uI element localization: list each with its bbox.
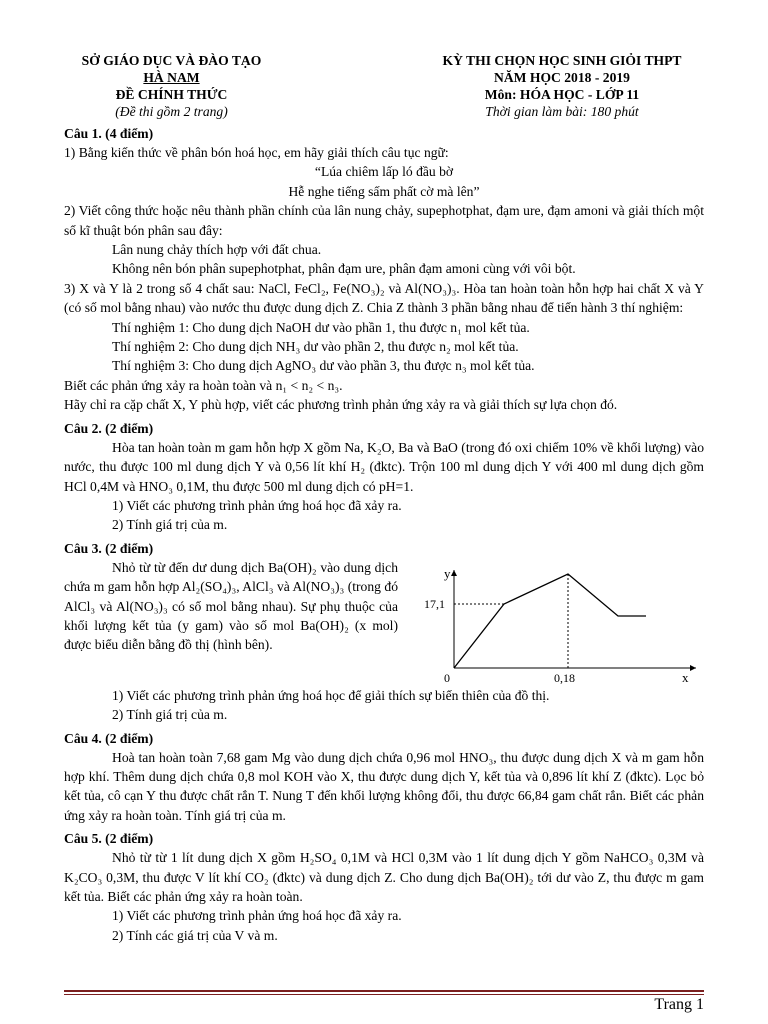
exam-header	[64, 52, 704, 120]
province-name: HÀ NAM	[143, 70, 200, 85]
header-left	[64, 52, 279, 120]
official-label: ĐỀ CHÍNH THỨC	[115, 87, 228, 102]
q1-part2-item-b: Không nên bón phân supephotphat, phân đạm ure, phân đạm amoni cùng với vôi bột.	[112, 261, 576, 277]
q1-experiment-3: Thí nghiệm 3: Cho dung dịch AgNO₃ dư vào phần 3, thu được n₃ mol kết tủa.	[112, 358, 535, 374]
question-1-title: Câu 1. (4 điểm)	[64, 126, 154, 141]
q1-proverb-line2: Hễ nghe tiếng sấm phất cờ mà lên”	[288, 183, 480, 199]
question-4-title: Câu 4. (2 điểm)	[64, 730, 154, 746]
subject: Môn: HÓA HỌC - LỚP 11	[484, 87, 640, 102]
q3-item-2: 2) Tính giá trị của m.	[112, 707, 228, 723]
q1-condition: Biết các phản ứng xảy ra hoàn toàn và n₁ < n₂ < n₃.	[64, 377, 343, 393]
header-right	[412, 52, 712, 120]
exam-title: KỲ THI CHỌN HỌC SINH GIỎI THPT	[442, 53, 682, 68]
q1-part2: 2) Viết công thức hoặc nêu thành phần chính của lân nung chảy, supephotphat, đạm ure, đạm amoni và giải thích một số kĩ thuật bón phân sau đây:	[64, 203, 704, 238]
exam-page	[64, 52, 704, 945]
q3-graph-svg	[404, 564, 704, 686]
q1-part2-item-a: Lân nung chảy thích hợp với đất chua.	[112, 242, 322, 258]
q2-item-1: 1) Viết các phương trình phản ứng hoá học đã xảy ra.	[112, 497, 402, 513]
q3-graph	[404, 564, 704, 686]
x-tick-label: 0,18	[554, 670, 575, 685]
q5-body: Nhỏ từ từ 1 lít dung dịch X gồm H₂SO₄ 0,1M và HCl 0,3M vào 1 lít dung dịch Y gồm NaHCO₃ 0,3M và K₂CO₃ 0,3M, thu được V lít khí CO₂ (đktc) và dung dịch Z. Cho dung dịch Ba(OH)₂ tới dư vào Z, thu được m gam kết tủa. Biết các phản ứng xảy ra hoàn toàn.	[64, 850, 704, 904]
question-5-title: Câu 5. (2 điểm)	[64, 831, 154, 847]
time-limit: Thời gian làm bài: 180 phút	[485, 104, 639, 119]
school-year: NĂM HỌC 2018 - 2019	[494, 70, 630, 85]
q3-item-1: 1) Viết các phương trình phản ứng hoá học để giải thích sự biến thiên của đồ thị.	[112, 687, 550, 703]
q2-body: Hòa tan hoàn toàn m gam hỗn hợp X gồm Na, K₂O, Ba và BaO (trong đó oxi chiếm 10% về khối lượng) vào nước, thu được 100 ml dung dịch Y và 0,56 lít khí H₂ (đktc). Trộn 100 ml dung dịch Y với 400 ml dung dịch gồm HCl 0,4M và HNO₃ 0,1M, thu được 500 ml dung dịch có pH=1.	[64, 439, 704, 494]
q5-item-2: 2) Tính các giá trị của V và m.	[112, 927, 278, 943]
q5-item-1: 1) Viết các phương trình phản ứng hoá học đã xảy ra.	[112, 908, 402, 924]
q1-experiment-1: Thí nghiệm 1: Cho dung dịch NaOH dư vào phần 1, thu được n₁ mol kết tủa.	[112, 319, 530, 335]
q1-part3: 3) X và Y là 2 trong số 4 chất sau: NaCl, FeCl₂, Fe(NO₃)₂ và Al(NO₃)₃. Hòa tan hoàn toàn hỗn hợp hai chất X và Y (có số mol bằng nhau) vào nước thu được dung dịch Z. Chia Z thành 3 phần bằng nhau để tiến hành 3 thí nghiệm:	[64, 280, 704, 316]
q4-body: Hoà tan hoàn toàn 7,68 gam Mg vào dung dịch chứa 0,96 mol HNO₃, thu được dung dịch X và m gam hỗn hợp khí. Thêm dung dịch chứa 0,8 mol KOH vào X, thu được dung dịch Y, kết tủa và 0,896 lít khí Z (đktc). Lọc bỏ kết tủa, cô cạn Y thu được chất rắn T. Nung T đến khối lượng không đổi, thu được 66,84 gam chất rắn. Biết các phản ứng xảy ra hoàn toàn. Tính giá trị của m.	[64, 749, 704, 823]
department-name: SỞ GIÁO DỤC VÀ ĐÀO TẠO	[81, 53, 262, 68]
page-count-note: (Đề thi gồm 2 trang)	[115, 104, 228, 119]
y-axis-label: y	[444, 565, 451, 581]
y-tick-label: 17,1	[424, 596, 445, 611]
footer-divider	[64, 990, 704, 992]
x-axis-arrow	[690, 665, 696, 671]
y-axis-arrow	[451, 570, 457, 576]
x-axis-label: x	[682, 669, 689, 685]
footer-divider-thin	[64, 994, 704, 995]
q3-body-row	[64, 558, 704, 686]
origin-label: 0	[444, 670, 450, 685]
question-2-title: Câu 2. (2 điểm)	[64, 420, 154, 436]
q1-proverb-line1: “Lúa chiêm lấp ló đầu bờ	[314, 164, 454, 180]
q1-part1: 1) Bằng kiến thức về phân bón hoá học, em hãy giải thích câu tục ngữ:	[64, 145, 449, 160]
question-3-title: Câu 3. (2 điểm)	[64, 540, 154, 556]
q1-task: Hãy chỉ ra cặp chất X, Y phù hợp, viết các phương trình phản ứng xảy ra và giải thích sự lựa chọn đó.	[64, 397, 618, 413]
precipitate-curve	[454, 574, 646, 668]
q1-experiment-2: Thí nghiệm 2: Cho dung dịch NH₃ dư vào phần 2, thu được n₂ mol kết tủa.	[112, 339, 519, 355]
q2-item-2: 2) Tính giá trị của m.	[112, 517, 228, 533]
page-number: Trang 1	[654, 996, 704, 1013]
q3-body: Nhỏ từ từ đến dư dung dịch Ba(OH)₂ vào dung dịch chứa m gam hỗn hợp Al₂(SO₄)₃, AlCl₃ và Al(NO₃)₃ (trong đó AlCl₃ và Al(NO₃)₃ có số mol bằng nhau). Sự phụ thuộc của khối lượng kết tủa (y gam) vào số mol Ba(OH)₂ (x mol) được biểu diễn bằng đồ thị (hình bên).	[64, 559, 398, 653]
